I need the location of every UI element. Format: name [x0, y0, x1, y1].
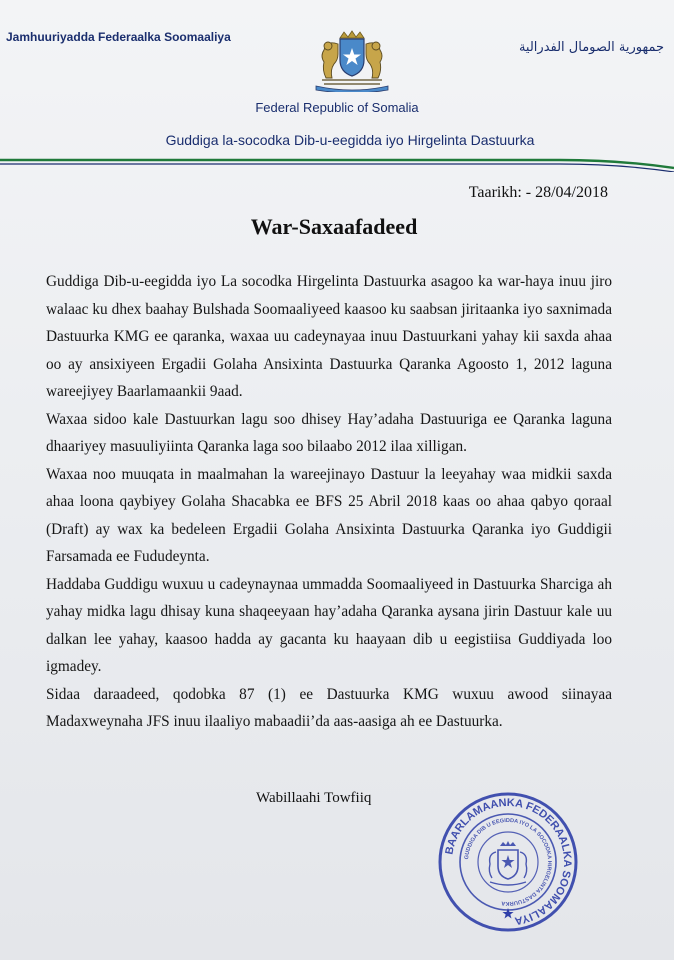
seal-emblem-icon [489, 841, 526, 885]
letterhead-english-name: Federal Republic of Somalia [255, 100, 419, 115]
letterhead-arabic-name: جمهورية الصومال الفدرالية [518, 40, 664, 55]
somalia-coat-of-arms-icon [302, 30, 402, 92]
body-paragraph: Sidaa daraadeed, qodobka 87 (1) ee Dastuurka KMG wuxuu awood siinayaa Madaxweynaha JFS inuu ilaaliyo mabaadii’da aas-aasiga ah ee Dastuurka. [46, 685, 612, 730]
document-date: Taarikh: - 28/04/2018 [468, 184, 608, 201]
seal-inner-text: GUDDIGA DIB U EEGIDDA IYO LA SOCODKA HIRGELINTA DASTUURKA [464, 817, 553, 907]
body-paragraph: Haddaba Guddigu wuxuu u cadeynaynaa ummadda Soomaaliyeed in Dastuurka Sharciga ah yahay midka lagu dhisay kuna shaqeeyaan hay’adaha Qaranka aysana jirin Dastuur kale uu dalkan lee yahay, kaasoo hadda ay gacanta ku haayaan dib u eegistiisa Guddiyada loo igmadey. [46, 575, 612, 675]
seal-outer-text: BAARLAMAANKA FEDERAALKA SOOMAALIYA [443, 796, 574, 927]
letterhead-divider [0, 156, 674, 172]
document-body [46, 268, 612, 736]
letterhead-committee-name: Guddiga la-socodka Dib-u-eegidda iyo Hirgelinta Dastuurka [165, 132, 535, 148]
body-paragraph: Guddiga Dib-u-eegidda iyo La socodka Hirgelinta Dastuurka asagoo ka war-haya inuu jiro walaac ku dhex baahay Bulshada Soomaaliyeed kaasoo ku saabsan jiritaanka iyo saxnimada Dastuurka KMG ee qaranka, waxaa uu cadeynayaa inuu Dastuurkani yahay kii saxda ahaa oo ay ansixiyeen Ergadii Golaha Ansixinta Dastuurka Qaranka Agoosto 1, 2012 laguna wareejiyey Baarlamaankii 9aad. [46, 273, 612, 400]
letterhead-somali-name: Jamhuuriyadda Federaalka Soomaaliya [6, 30, 231, 44]
body-paragraph: Waxaa noo muuqata in maalmahan la wareejinayo Dastuur la leeyahay waa midkii saxda ahaa loona qaybiyey Golaha Shacabka ee BFS 25 Abril 2018 kaas oo ahaa qabyo qoraal (Draft) ay wax ka bedeleen Ergadii Golaha Ansixinta Dastuurka Qaranka iyo Guddigii Farsamada ee Fududeynta. [46, 465, 612, 565]
closing-signoff: Wabillaahi Towfiiq [256, 790, 372, 806]
parliament-seal-stamp [436, 790, 580, 934]
document-title: War-Saxaafadeed [250, 214, 418, 239]
body-paragraph: Waxaa sidoo kale Dastuurkan lagu soo dhisey Hay’adaha Dastuuriga ee Qaranka laguna dhaariyey masuuliyiinta Qaranka laga soo bilaabo 2012 ilaa xilligan. [46, 410, 612, 455]
